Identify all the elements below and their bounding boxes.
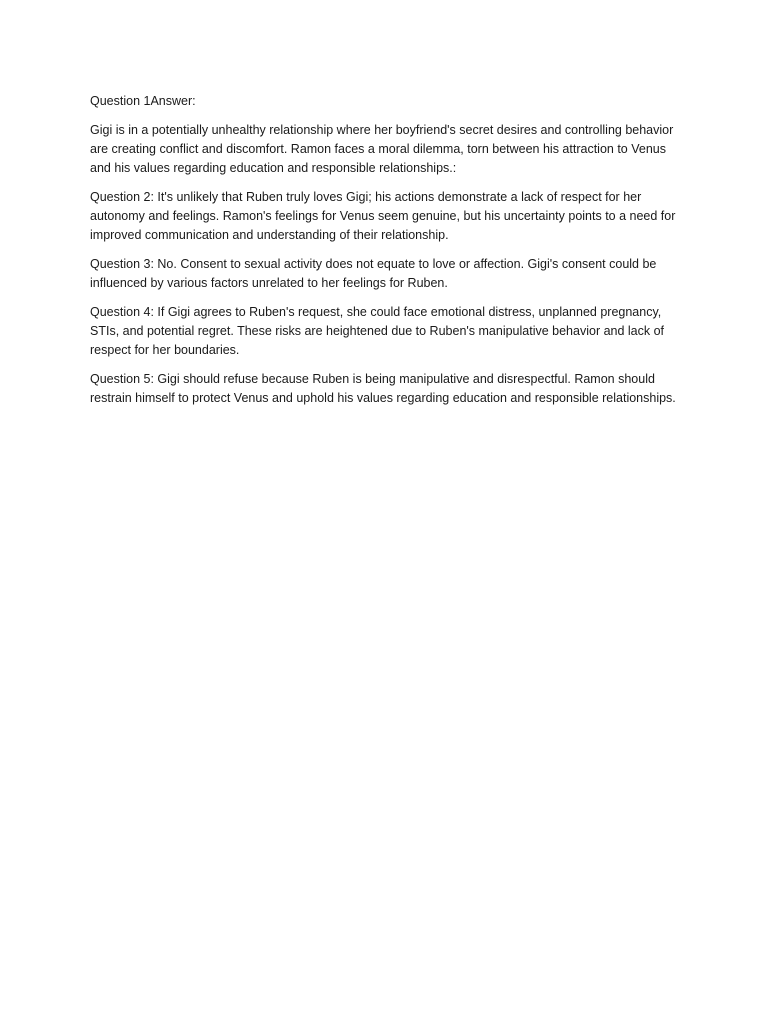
question-1-heading: Question 1Answer: (90, 94, 196, 108)
question-2-paragraph: Question 2: It's unlikely that Ruben truly loves Gigi; his actions demonstrate a lack of respect for her autonomy and feelings. Ramon's feelings for Venus seem genuine, but his uncertainty points to a need for improved communication and understanding of their relationship. (90, 190, 676, 242)
answer-1-paragraph: Gigi is in a potentially unhealthy relationship where her boyfriend's secret desires and controlling behavior are creating conflict and discomfort. Ramon faces a moral dilemma, torn between his attraction to Venus and his values regarding education and responsible relationships.: (90, 123, 674, 175)
question-3-paragraph: Question 3: No. Consent to sexual activity does not equate to love or affection. Gigi's consent could be influenced by various factors unrelated to her feelings for Ruben. (90, 257, 657, 290)
question-4-paragraph: Question 4: If Gigi agrees to Ruben's request, she could face emotional distress, unplanned pregnancy, STIs, and potential regret. These risks are heightened due to Ruben's manipulative behavior and lack of respect for her boundaries. (90, 305, 665, 357)
document-body (90, 92, 678, 418)
question-5-paragraph: Question 5: Gigi should refuse because Ruben is being manipulative and disrespectful. Ramon should restrain himself to protect Venus and uphold his values regarding education and responsible relationships. (90, 372, 676, 405)
